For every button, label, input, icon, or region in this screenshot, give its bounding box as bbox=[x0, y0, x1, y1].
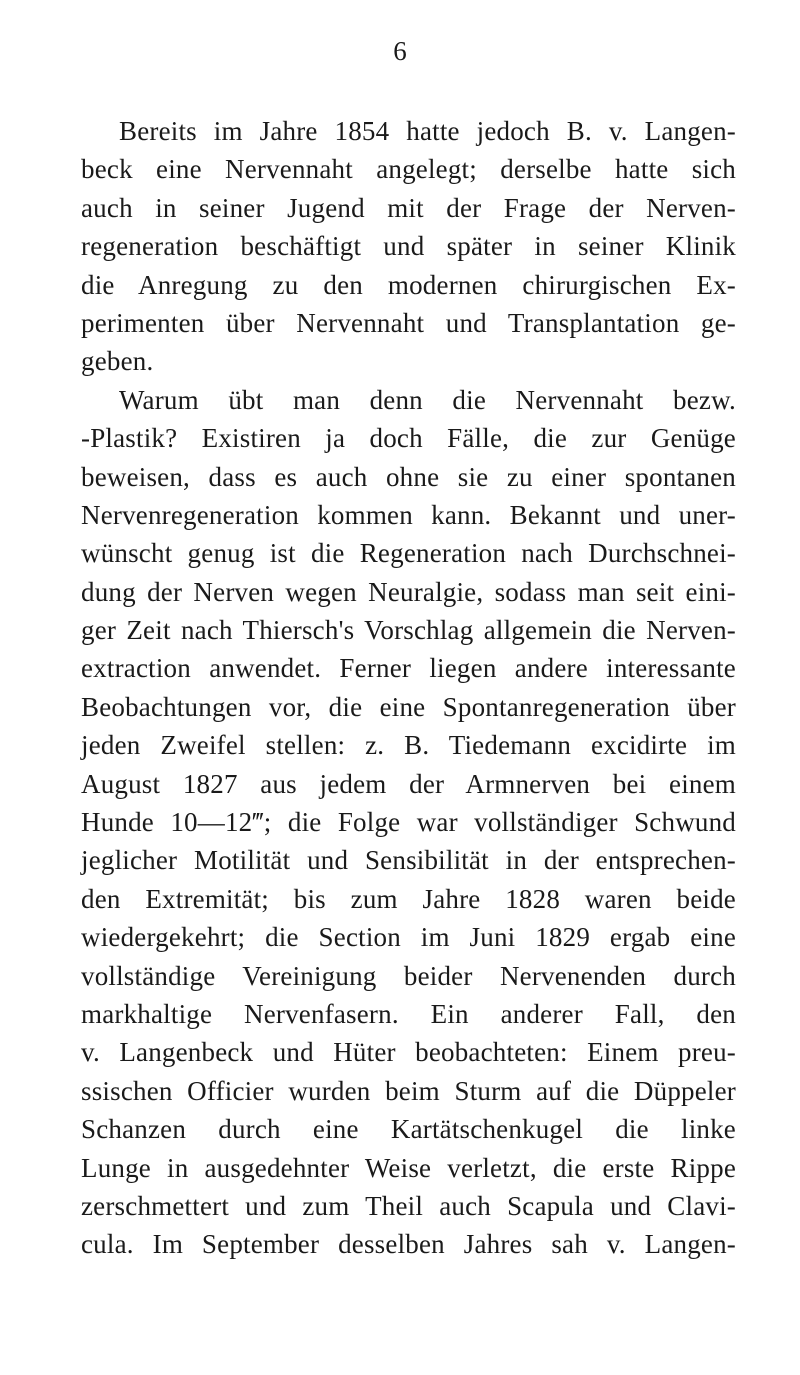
text-line: Bereits im Jahre 1854 hatte jedoch B. v. Langen- bbox=[119, 116, 736, 146]
page-number: 6 bbox=[393, 36, 407, 66]
text-line: beck eine Nervennaht angelegt; derselbe hatte sich bbox=[81, 154, 736, 185]
text-line: markhaltige Nervenfasern. Ein anderer Fall, den bbox=[81, 998, 736, 1029]
text-line: -Plastik? Existiren ja doch Fälle, die zur Genüge bbox=[81, 423, 736, 454]
text-line: beweisen, dass es auch ohne sie zu einer spontanen bbox=[81, 461, 736, 492]
text-line: den Extremität; bis zum Jahre 1828 waren beide bbox=[81, 883, 736, 914]
text-line: jeden Zweifel stellen: z. B. Tiedemann excidirte im bbox=[81, 730, 736, 761]
text-line: Warum übt man denn die Nervennaht bezw. bbox=[119, 384, 736, 415]
text-line: ger Zeit nach Thiersch's Vorschlag allgemein die Nerven- bbox=[81, 615, 736, 646]
text-line: Hunde 10—12‴; die Folge war vollständiger Schwund bbox=[81, 807, 736, 838]
text-line: extraction anwendet. Ferner liegen andere interessante bbox=[81, 653, 736, 684]
text-line: dung der Nerven wegen Neuralgie, sodass man seit eini- bbox=[81, 576, 736, 607]
text-line: geben. bbox=[81, 346, 154, 377]
text-line: zerschmettert und zum Theil auch Scapula und Clavi- bbox=[81, 1190, 736, 1221]
text-line: cula. Im September desselben Jahres sah v. Langen- bbox=[81, 1229, 736, 1260]
text-line: auch in seiner Jugend mit der Frage der Nerven- bbox=[81, 192, 736, 223]
text-line: Schanzen durch eine Kartätschenkugel die linke bbox=[81, 1114, 736, 1145]
text-line: Lunge in ausgedehnter Weise verletzt, die erste Rippe bbox=[81, 1152, 736, 1183]
body-text bbox=[81, 112, 736, 1264]
text-line: wünscht genug ist die Regeneration nach Durchschnei- bbox=[81, 538, 736, 569]
text-line: Nervenregeneration kommen kann. Bekannt und uner- bbox=[81, 499, 736, 530]
text-line: August 1827 aus jedem der Armnerven bei einem bbox=[81, 768, 736, 799]
text-line: vollständige Vereinigung beider Nervenenden durch bbox=[81, 960, 736, 991]
text-line: v. Langenbeck und Hüter beobachteten: Einem preu- bbox=[81, 1037, 736, 1068]
text-line: die Anregung zu den modernen chirurgischen Ex- bbox=[81, 269, 736, 300]
text-line: wiedergekehrt; die Section im Juni 1829 ergab eine bbox=[81, 922, 736, 953]
text-line: ssischen Officier wurden beim Sturm auf die Düppeler bbox=[81, 1075, 736, 1106]
text-line: Beobachtungen vor, die eine Spontanregeneration über bbox=[81, 691, 736, 722]
text-line: perimenten über Nervennaht und Transplantation ge- bbox=[81, 307, 736, 338]
text-line: jeglicher Motilität und Sensibilität in der entsprechen- bbox=[81, 845, 736, 876]
text-line: regeneration beschäftigt und später in seiner Klinik bbox=[81, 231, 736, 262]
